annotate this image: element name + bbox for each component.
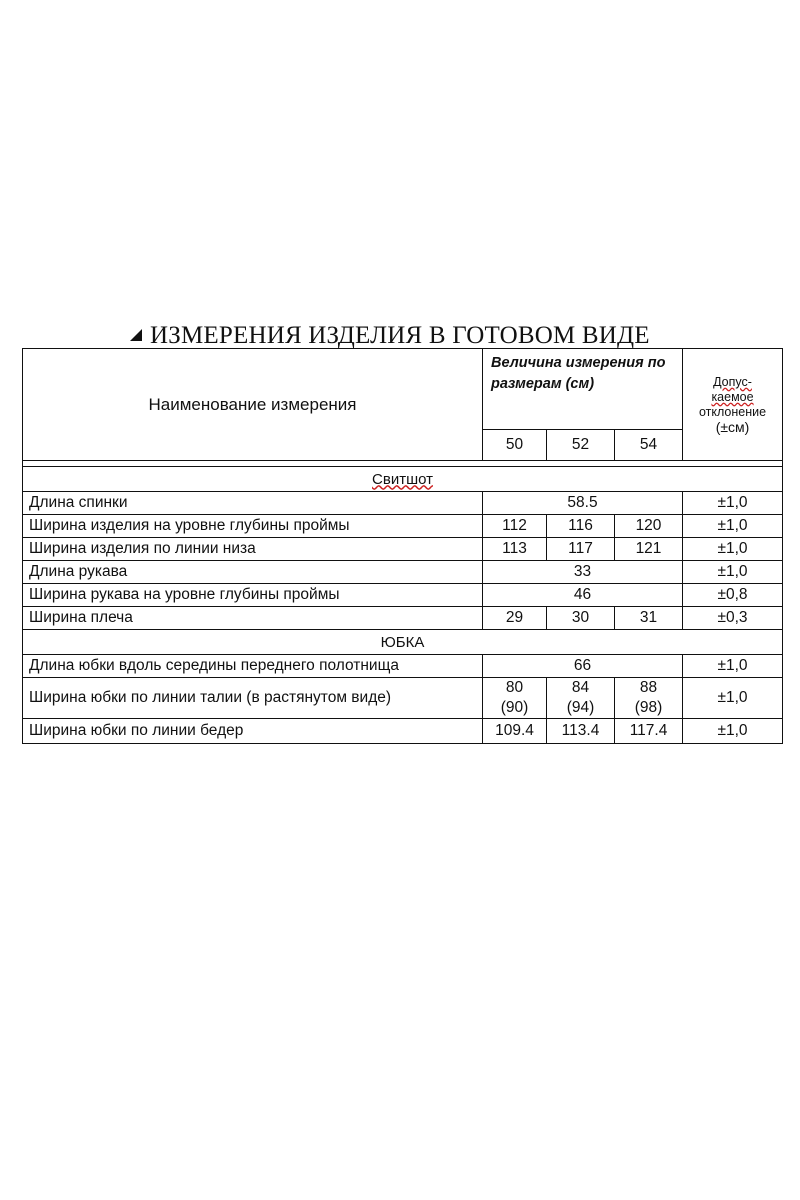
section-title — [23, 467, 783, 492]
measurement-value — [615, 678, 683, 719]
tolerance-value: ±1,0 — [683, 561, 783, 584]
tolerance-value: ±0,8 — [683, 584, 783, 607]
table-row — [23, 515, 783, 538]
measurement-value: 58.5 — [483, 492, 683, 515]
measurement-label: Длина спинки — [23, 492, 483, 515]
measurement-value: 31 — [615, 607, 683, 630]
size-header-52: 52 — [547, 430, 615, 461]
tolerance-header-line2: каемое — [711, 389, 754, 404]
size-header-50: 50 — [483, 430, 547, 461]
measurement-label: Ширина юбки по линии бедер — [23, 719, 483, 744]
value-secondary: (90) — [500, 699, 529, 716]
measurement-label: Длина рукава — [23, 561, 483, 584]
measurement-value: 109.4 — [483, 719, 547, 744]
size-values-header: Величина измерения по размерам (см) — [483, 349, 683, 430]
value-secondary: (94) — [566, 699, 595, 716]
measurement-value: 117 — [547, 538, 615, 561]
section-title-text: Свитшот — [372, 470, 433, 488]
measurement-label: Ширина изделия по линии низа — [23, 538, 483, 561]
table-row — [23, 678, 783, 719]
table-row — [23, 655, 783, 678]
measurement-value: 33 — [483, 561, 683, 584]
measurement-value: 46 — [483, 584, 683, 607]
page-title — [130, 322, 650, 350]
measurement-value: 120 — [615, 515, 683, 538]
tolerance-value: ±1,0 — [683, 678, 783, 719]
measurement-label: Ширина юбки по линии талии (в растянутом виде) — [23, 678, 483, 719]
measurement-value: 117.4 — [615, 719, 683, 744]
tolerance-value: ±0,3 — [683, 607, 783, 630]
measurement-value: 113 — [483, 538, 547, 561]
measurement-label: Ширина рукава на уровне глубины проймы — [23, 584, 483, 607]
measurement-value: 29 — [483, 607, 547, 630]
table-row — [23, 561, 783, 584]
measurement-value — [547, 678, 615, 719]
measurement-value: 30 — [547, 607, 615, 630]
measurement-value: 66 — [483, 655, 683, 678]
value-secondary: (98) — [634, 699, 663, 716]
measurement-name-header: Наименование измерения — [23, 349, 483, 461]
measurement-label: Ширина изделия на уровне глубины проймы — [23, 515, 483, 538]
table-row — [23, 607, 783, 630]
section-title: ЮБКА — [23, 630, 783, 655]
page-title-text: ИЗМЕРЕНИЯ ИЗДЕЛИЯ В ГОТОВОМ ВИДЕ — [150, 322, 650, 349]
measurement-label: Ширина плеча — [23, 607, 483, 630]
tolerance-value: ±1,0 — [683, 538, 783, 561]
table-row — [23, 584, 783, 607]
tolerance-value: ±1,0 — [683, 492, 783, 515]
header-row — [23, 349, 783, 430]
tolerance-header-line4: (±см) — [715, 418, 750, 435]
table-row — [23, 492, 783, 515]
tolerance-value: ±1,0 — [683, 655, 783, 678]
tolerance-header-line3: отклонение — [698, 404, 767, 419]
section-row-skirt — [23, 630, 783, 655]
measurement-value: 112 — [483, 515, 547, 538]
table-row — [23, 538, 783, 561]
value-primary: 80 — [505, 679, 524, 696]
value-primary: 84 — [571, 679, 590, 696]
triangle-marker-icon — [130, 329, 142, 341]
tolerance-value: ±1,0 — [683, 719, 783, 744]
tolerance-header — [683, 349, 783, 461]
tolerance-header-line1: Допус- — [713, 374, 752, 389]
value-primary: 88 — [639, 679, 658, 696]
measurement-value — [483, 678, 547, 719]
measurements-table — [22, 348, 783, 744]
measurement-value: 121 — [615, 538, 683, 561]
size-header-54: 54 — [615, 430, 683, 461]
measurement-value: 116 — [547, 515, 615, 538]
table-row — [23, 719, 783, 744]
measurement-label: Длина юбки вдоль середины переднего полотнища — [23, 655, 483, 678]
measurement-value: 113.4 — [547, 719, 615, 744]
section-row-sweatshirt — [23, 467, 783, 492]
tolerance-value: ±1,0 — [683, 515, 783, 538]
